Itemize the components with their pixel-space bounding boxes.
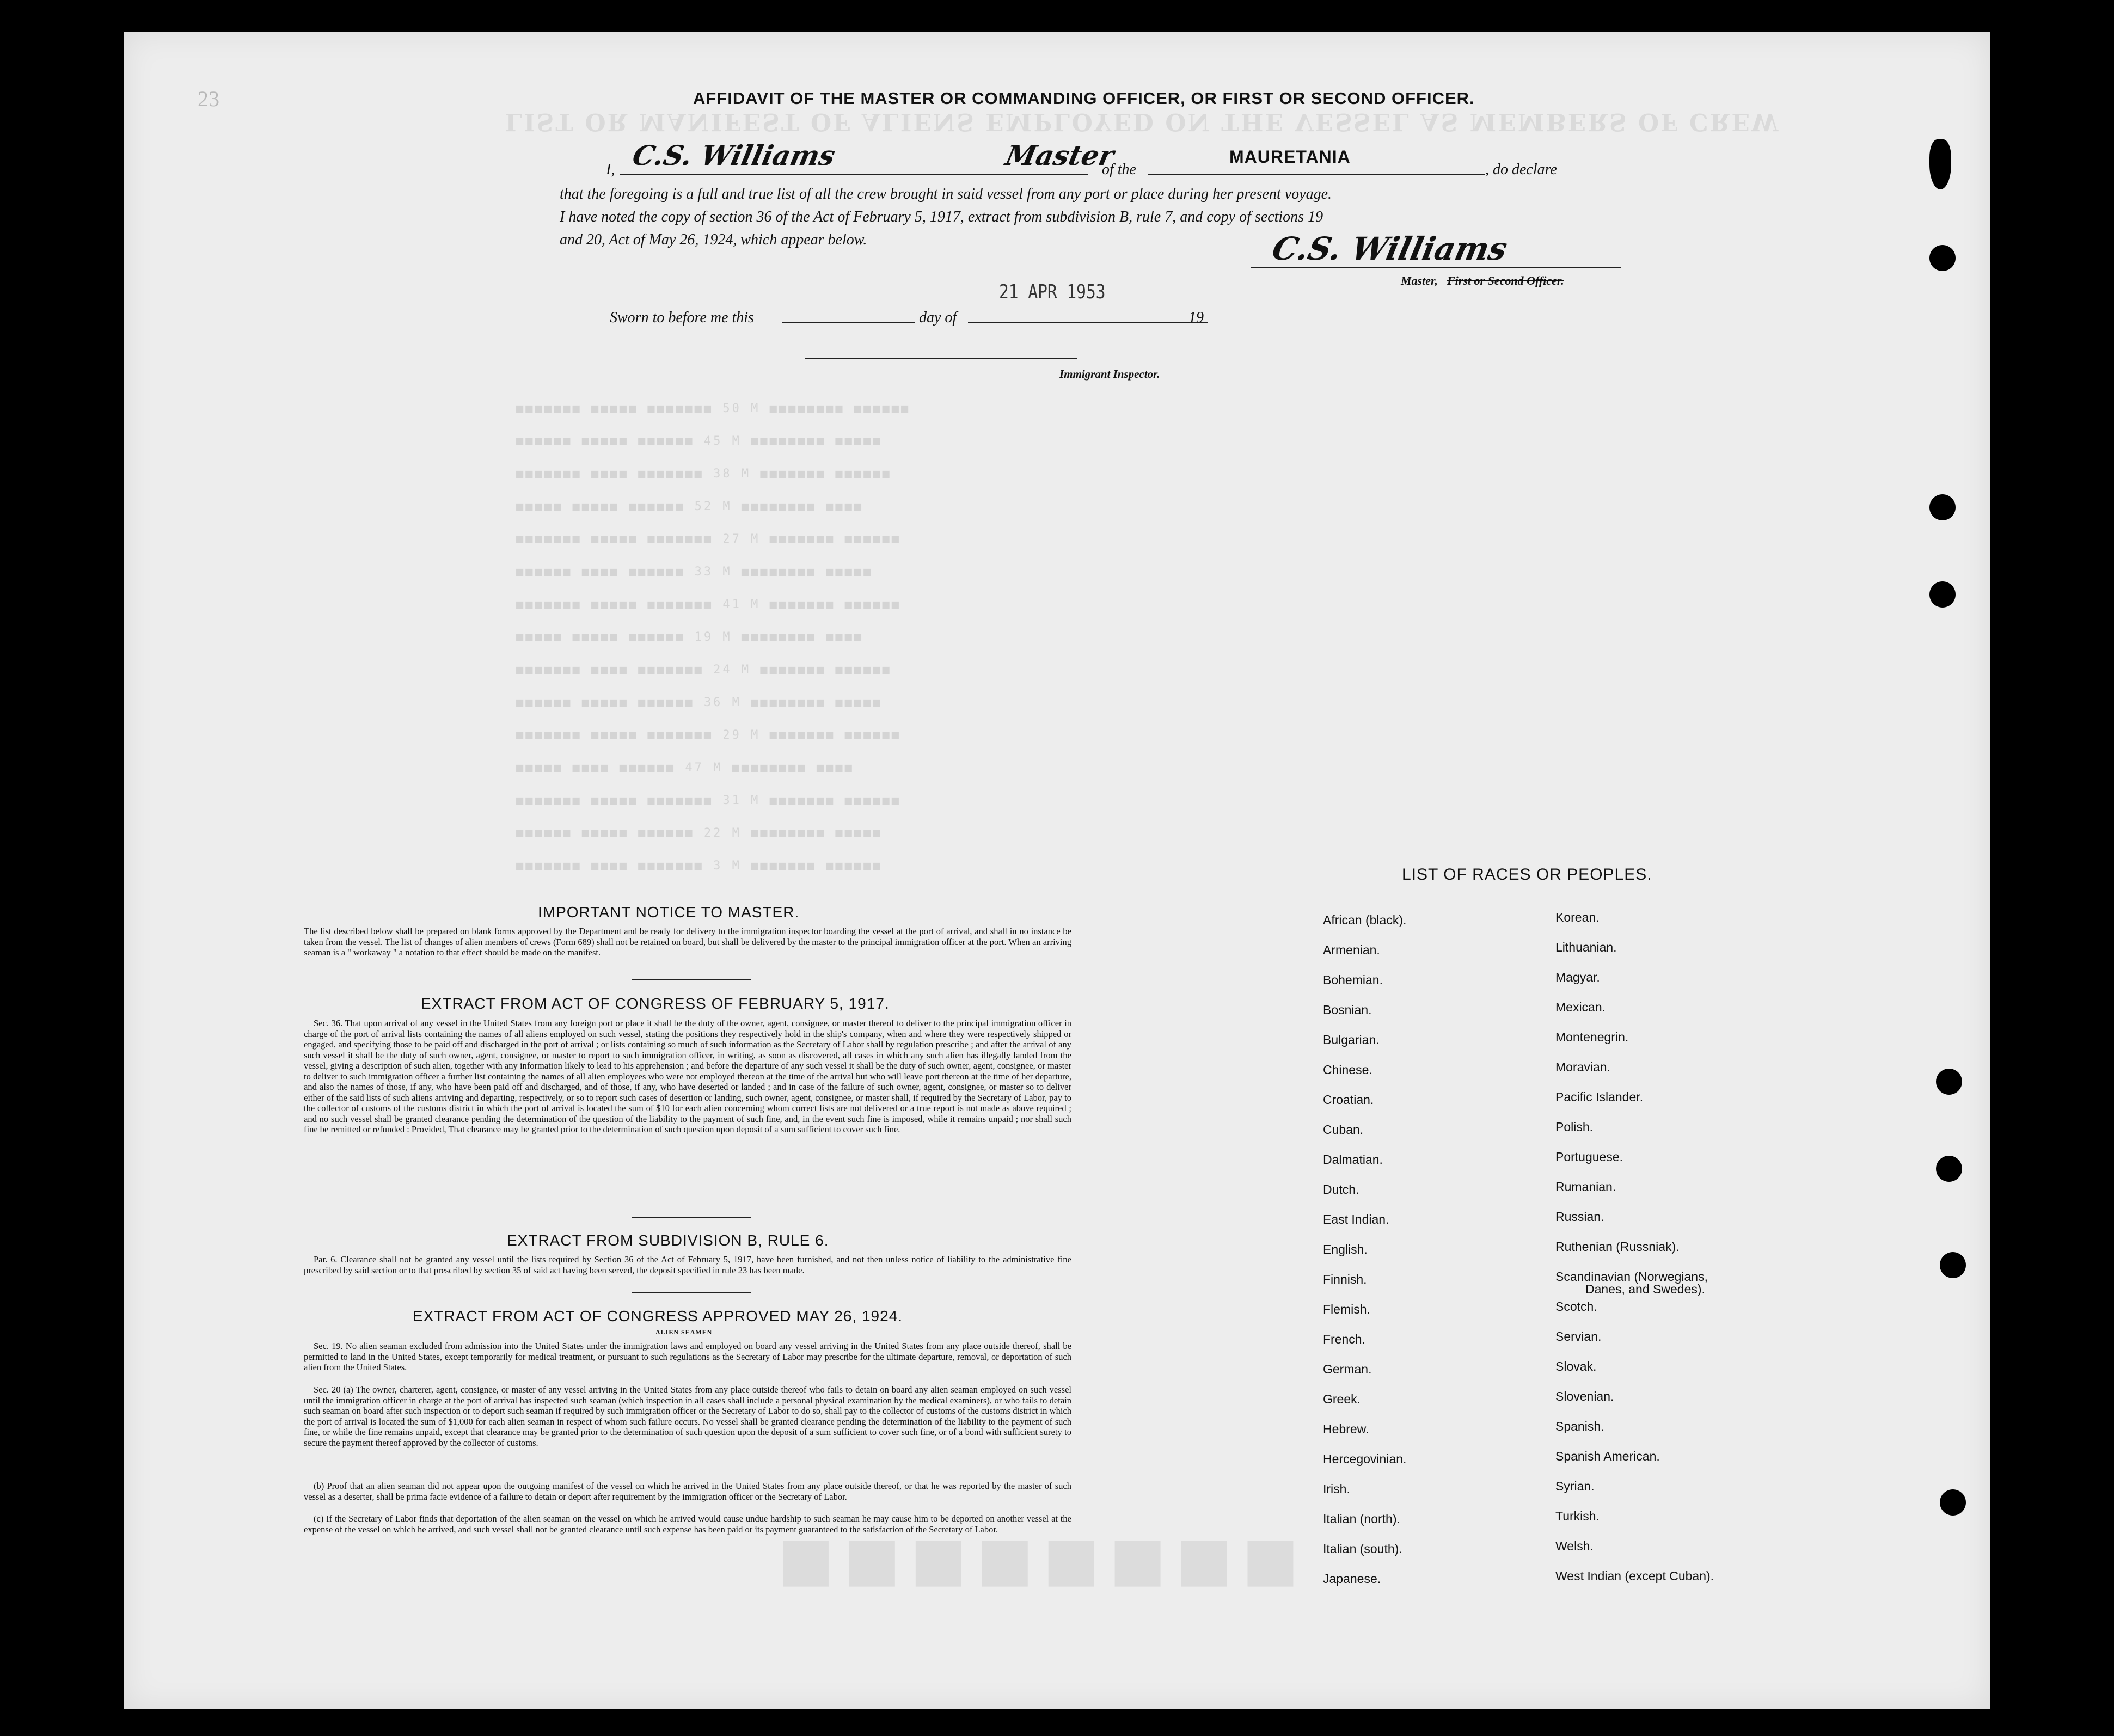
race-item: Ruthenian (Russniak). [1555,1240,1680,1254]
bleed-through-row: ■■■■■■ ■■■■■ ■■■■■■ 22 M ■■■■■■■■ ■■■■■ [516,826,883,840]
bleed-through-row: ■■■■■■■ ■■■■■ ■■■■■■■ 31 M ■■■■■■■ ■■■■■■ [516,794,902,807]
race-item: Hebrew. [1323,1422,1369,1436]
extract-1917-title: EXTRACT FROM ACT OF CONGRESS OF FEBRUARY 5, 1917. [421,995,890,1012]
race-item: East Indian. [1323,1212,1389,1226]
punch-hole [1929,139,1951,189]
sworn-month-line [968,322,1208,323]
race-item: Welsh. [1555,1539,1594,1553]
race-item: Montenegrin. [1555,1030,1629,1044]
subdivision-b-title: EXTRACT FROM SUBDIVISION B, RULE 6. [507,1232,829,1249]
race-item: Bulgarian. [1323,1033,1380,1047]
inspector-label: Immigrant Inspector. [1059,367,1160,381]
race-item: Rumanian. [1555,1180,1616,1194]
extract-1924-subtitle: ALIEN SEAMEN [655,1328,713,1336]
bleed-through-row: ■■■■■■■ ■■■■ ■■■■■■■ 3 M ■■■■■■■ ■■■■■■ [516,859,883,873]
race-item: Dutch. [1323,1182,1359,1197]
race-item: Portuguese. [1555,1150,1623,1164]
race-item: French. [1323,1332,1365,1346]
race-item: Mexican. [1555,1000,1606,1014]
page-mark: 23 [198,87,219,111]
race-item: Cuban. [1323,1122,1364,1137]
inspector-line [805,358,1077,359]
race-item: Scotch. [1555,1299,1597,1314]
race-item: Greek. [1323,1392,1361,1406]
extract-1924-sec19: Sec. 19. No alien seaman excluded from admission into the United States under the immigration laws and employed on board any vessel arriving in the United States from any place outside thereof, shall be permitted to land in the United States, except temporarily for medical treatment, or pursuant to such regulations as the Secretary of Labor may prescribe for the ultimate departure, removal, or deportation of such alien from the United States. [304,1341,1071,1372]
day-of-label: day of [919,309,957,326]
race-item: Chinese. [1323,1063,1372,1077]
master-signature: C.S. Williams [1269,230,1511,267]
affidavit-line-3: I have noted the copy of section 36 of the Act of February 5, 1917, extract from subdivision B, rule 7, and copy of sections 19 [560,208,1323,225]
bleed-through-stamp: ■■■■■■■■ [777,1534,1309,1604]
race-item: Magyar. [1555,970,1600,984]
race-item: Japanese. [1323,1572,1381,1586]
race-item: Hercegovinian. [1323,1452,1407,1466]
race-item: Spanish American. [1555,1449,1660,1463]
race-item: Polish. [1555,1120,1594,1134]
race-item: Finnish. [1323,1272,1367,1286]
sworn-label: Sworn to before me this [610,309,754,326]
signature-caption-struck: First or Second Officer. [1447,274,1564,287]
document-sheet [124,32,1990,1709]
punch-hole [1940,1489,1966,1516]
extract-1924-sec20a: Sec. 20 (a) The owner, charterer, agent, consignee, or master of any vessel arriving in the United States from any place outside thereof who fails to detain on board any alien seaman employed on such vessel until the immigration officer in charge at the port of arrival has inspected such seaman (which inspection in all cases shall include a personal physical examination by the medical examiners), or who fails to detain such seaman on board after such inspection or to deport such seaman if required by such immigration officer or the Secretary of Labor to do so, shall pay to the collector of customs of the customs district in which the port of arrival is located the sum of $1,000 for each alien seaman in respect of whom such failure occurs. No vessel shall be granted clearance pending the determination of the liability to the payment of such fine, or while the fine remains unpaid, except that clearance may be granted prior to the determination of such question upon the deposit of a sum sufficient to cover such fine, or of a bond with sufficient surety to secure the payment thereof approved by the collector of customs. [304,1384,1071,1448]
signature-caption-master: Master, [1401,274,1438,287]
affidavit-i-word: I, [606,161,615,178]
race-item: African (black). [1323,913,1407,927]
race-item: Dalmatian. [1323,1152,1383,1167]
bleed-through-row: ■■■■■■■ ■■■■■ ■■■■■■■ 50 M ■■■■■■■■ ■■■■■■ [516,402,911,415]
race-item: English. [1323,1242,1368,1256]
race-item: West Indian (except Cuban). [1555,1569,1714,1583]
race-item: Korean. [1555,910,1600,924]
race-item: Irish. [1323,1482,1350,1496]
extract-1924-sec20b: (b) Proof that an alien seaman did not appear upon the outgoing manifest of the vessel on which he arrived in the United States from any place outside thereof, or that he was reported by the master of such vessel as a deserter, shall be prima facie evidence of a failure to detain or deport after requirement by the immigration officer or the Secretary of Labor. [304,1481,1071,1502]
race-item: Slovak. [1555,1359,1597,1373]
punch-hole [1929,245,1956,271]
bleed-through-row: ■■■■■ ■■■■ ■■■■■■ 47 M ■■■■■■■■ ■■■■ [516,761,854,775]
punch-hole [1929,494,1956,520]
name-line [620,174,1088,175]
extract-1917-body: Sec. 36. That upon arrival of any vessel in the United States from any foreign port or place it shall be the duty of the owner, agent, consignee, or master thereof to deliver to the principal immigration officer in charge of the port of arrival lists containing the names of all aliens employed on such vessel, stating the positions they respectively hold in the ship's company, when and where they were respectively shipped or engaged, and specifying those to be paid off and discharged in the port of arrival ; or lists containing so much of such information as the Secretary of Labor shall by regulation prescribe ; and after the arrival of any such vessel it shall be the duty of such owner, agent, consignee, or master to report to such immigration officer, in writing, as soon as discovered, all cases in which any such alien has illegally landed from the vessel, giving a description of such alien, together with any information likely to lead to his apprehension ; and before the departure of any such vessel it shall be the duty of such owner, agent, consignee, or master to deliver to such immigration officer a further list containing the names of all alien employees who were not employed thereon at the time of the arrival but who will leave port thereon at the time of her departure, and also the names of those, if any, who have been paid off and discharged, and of those, if any, who have deserted or landed ; and in case of the failure of such owner, agent, consignee, or master so to deliver either of the said lists of such aliens arriving and departing, respectively, or so to report such cases of desertion or landing, such owner, agent, consignee, or master shall, if required by the Secretary of Labor, pay to the collector of customs of the customs district in which the port of arrival is located the sum of $10 for each alien concerning whom correct lists are not delivered or a true report is not made as above required ; and no such vessel shall be granted clearance pending the determination of the question of the liability to the payment of such fine, and, in the event such fine is imposed, while it remains unpaid ; nor shall such fine be remitted or refunded : Provided, That clearance may be granted prior to the determination of such question upon deposit of a sum sufficient to cover such fine. [304,1018,1071,1134]
do-declare-label: , do declare [1485,161,1557,178]
race-item: Lithuanian. [1555,940,1617,954]
race-item: Russian. [1555,1210,1604,1224]
punch-hole [1936,1069,1962,1095]
notice-body: The list described below shall be prepared on blank forms approved by the Department and be ready for delivery to the immigration inspector boarding the vessel at the port of arrival, and shall in no instance be taken from the vessel. The list of changes of alien members of crews (Form 689) shall not be retained on board, but shall be delivered by the master to the principal immigration officer at the port. When an arriving seaman is a " workaway " a notation to that effect should be made on the manifest. [304,926,1071,958]
race-item: Bosnian. [1323,1003,1372,1017]
races-title: LIST OF RACES OR PEOPLES. [1402,866,1652,884]
race-item: Servian. [1555,1329,1602,1344]
master-name-handwritten: C.S. Williams [629,139,838,171]
of-the-label: of the [1102,161,1136,178]
race-item: Armenian. [1323,943,1380,957]
race-item: Flemish. [1323,1302,1370,1316]
race-item: Spanish. [1555,1419,1604,1433]
date-stamp: 21 APR 1953 [999,281,1106,303]
signature-line [1251,267,1621,268]
bleed-through-row: ■■■■■■■ ■■■■■ ■■■■■■■ 29 M ■■■■■■■ ■■■■■■ [516,728,902,742]
bleed-through-row: ■■■■■■ ■■■■■ ■■■■■■ 45 M ■■■■■■■■ ■■■■■ [516,434,883,448]
races-list [1323,910,1780,1632]
affidavit-line-4: and 20, Act of May 26, 1924, which appear below. [560,231,867,248]
year-prefix: 19 [1188,309,1204,326]
affidavit-line-2: that the foregoing is a full and true list of all the crew brought in said vessel from any port or place during her present voyage. [560,186,1332,203]
punch-hole [1929,581,1956,608]
race-item: Croatian. [1323,1093,1374,1107]
race-item: Bohemian. [1323,973,1383,987]
rank-handwritten: Master [1002,139,1117,171]
divider [632,979,751,980]
race-item: Pacific Islander. [1555,1090,1644,1104]
sworn-day-line [782,322,915,323]
bleed-through-row: ■■■■■ ■■■■■ ■■■■■■ 19 M ■■■■■■■■ ■■■■ [516,630,864,644]
race-item: Slovenian. [1555,1389,1614,1403]
race-item: German. [1323,1362,1372,1376]
punch-hole [1940,1252,1966,1278]
race-item: Italian (south). [1323,1542,1402,1556]
extract-1924-title: EXTRACT FROM ACT OF CONGRESS APPROVED MAY 26, 1924. [413,1308,903,1324]
bleed-through-title: LIST OR MANIFEST OF ALIENS EMPLOYED ON THE VESSEL AS MEMBERS OF CREW [505,108,1780,136]
bleed-through-row: ■■■■■■ ■■■■ ■■■■■■ 33 M ■■■■■■■■ ■■■■■ [516,565,873,579]
race-item: Danes, and Swedes). [1585,1282,1705,1296]
vessel-line [1148,174,1485,175]
notice-title: IMPORTANT NOTICE TO MASTER. [538,904,800,921]
bleed-through-row: ■■■■■■■ ■■■■ ■■■■■■■ 24 M ■■■■■■■ ■■■■■■ [516,663,892,677]
race-item: Italian (north). [1323,1512,1400,1526]
extract-1924-sec20c: (c) If the Secretary of Labor finds that deportation of the alien seaman on the vessel on which he arrived would cause undue hardship to such seaman he may cause him to be deported on another vessel at the expense of the vessel on which he arrived, and such vessel shall not be granted clearance until such expense has been paid or its payment guaranteed to the satisfaction of the Secretary of Labor. [304,1513,1071,1535]
affidavit-title: AFFIDAVIT OF THE MASTER OR COMMANDING OFFICER, OR FIRST OR SECOND OFFICER. [693,89,1475,108]
punch-hole [1936,1156,1962,1182]
divider [632,1292,751,1293]
bleed-through-row: ■■■■■■■ ■■■■■ ■■■■■■■ 41 M ■■■■■■■ ■■■■■■ [516,598,902,611]
bleed-through-row: ■■■■■■■ ■■■■■ ■■■■■■■ 27 M ■■■■■■■ ■■■■■■ [516,532,902,546]
bleed-through-row: ■■■■■■ ■■■■■ ■■■■■■ 36 M ■■■■■■■■ ■■■■■ [516,696,883,709]
race-item: Turkish. [1555,1509,1600,1523]
bleed-through-row: ■■■■■■■ ■■■■ ■■■■■■■ 38 M ■■■■■■■ ■■■■■■ [516,467,892,481]
vessel-name: MAURETANIA [1229,147,1351,167]
bleed-through-row: ■■■■■ ■■■■■ ■■■■■■ 52 M ■■■■■■■■ ■■■■ [516,500,864,513]
subdivision-b-body: Par. 6. Clearance shall not be granted any vessel until the lists required by Section 36 of the Act of February 5, 1917, have been furnished, and not then unless notice of liability to the administrative fine prescribed by said section or to that prescribed by section 35 of said act having been served, the deposit specified in rule 23 has been made. [304,1254,1071,1275]
race-item: Syrian. [1555,1479,1595,1493]
race-item: Scandinavian (Norwegians, [1555,1269,1708,1284]
race-item: Moravian. [1555,1060,1610,1074]
divider [632,1217,751,1218]
